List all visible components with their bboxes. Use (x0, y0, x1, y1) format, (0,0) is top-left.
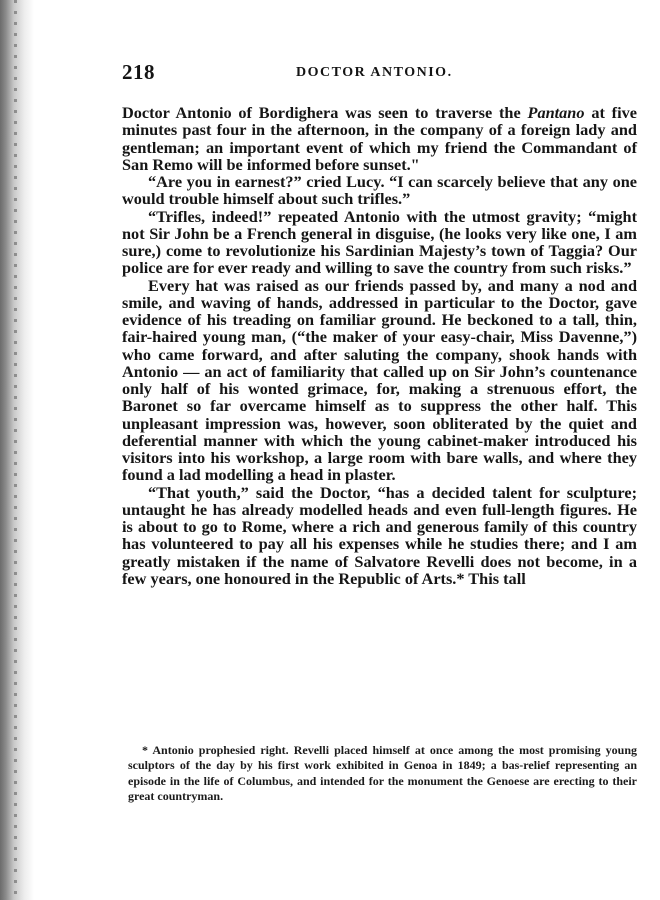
italic-place-name: Pantano (527, 103, 585, 122)
paragraph: “Are you in earnest?” cried Lucy. “I can scarcely believe that any one would trouble himself about such trifles.” (122, 172, 637, 209)
footnote-text: * Antonio prophesied right. Revelli placed himself at once among the most promising young sculptors of the day by his first work exhibited in Genoa in 1849; a bas-relief representing an episode in the life of Columbus, and intended for the monument the Genoese are erecting to their great countryman. (128, 743, 637, 804)
paragraph: “Trifles, indeed!” repeated Antonio with the utmost gravity; “might not Sir John be a French general in disguise, (he looks very like one, I am sure,) come to revolutionize his Sardinian Majesty’s town of Taggia? Our police are for ever ready and willing to save the country from such risks.” (122, 206, 637, 278)
paragraph-continuation (122, 104, 637, 173)
paragraph: Every hat was raised as our friends passed by, and many a nod and smile, and waving of hands, addressed in particular to the Doctor, gave evidence of his treading on familiar ground. He beckoned to a tall, thin, fair-haired young man, (“the maker of your easy-chair, Miss Davenne,”) who came forward, and after saluting the company, shook hands with Antonio — an act of familiarity that called up on Sir John’s countenance only half of his wonted grimace, for, making a strenuous effort, the Baronet so far overcame himself as to suppress the other half. This unpleasant impression was, however, soon obliterated by the quiet and deferential manner with which the young cabinet-maker introduced his visitors into his workshop, a large room with bare walls, and where they found a lad modelling a head in plaster. (122, 275, 637, 485)
footnote (128, 743, 637, 805)
page-header (122, 60, 637, 90)
paragraph: “That youth,” said the Doctor, “has a decided talent for sculpture; untaught he has already modelled heads and even full-length figures. He is about to go to Rome, where a rich and generous family of this country has volunteered to pay all his expenses while he studies there; and I am greatly mistaken if the name of Salvatore Revelli does not become, in a few years, one honoured in the Republic of Arts.* This tall (122, 482, 637, 588)
binding-stitching (14, 0, 17, 900)
body-text (122, 104, 637, 587)
book-binding-shadow (0, 0, 34, 900)
paragraph-text: at five minutes past four in the afternoon, in the company of a foreign lady and gentleman; an important event of which my friend the Commandant of San Remo will be informed before sunset." (122, 103, 637, 174)
running-title: DOCTOR ANTONIO. (296, 65, 453, 80)
page-number: 218 (122, 60, 155, 84)
paragraph-text: Doctor Antonio of Bordighera was seen to traverse the (122, 103, 528, 122)
